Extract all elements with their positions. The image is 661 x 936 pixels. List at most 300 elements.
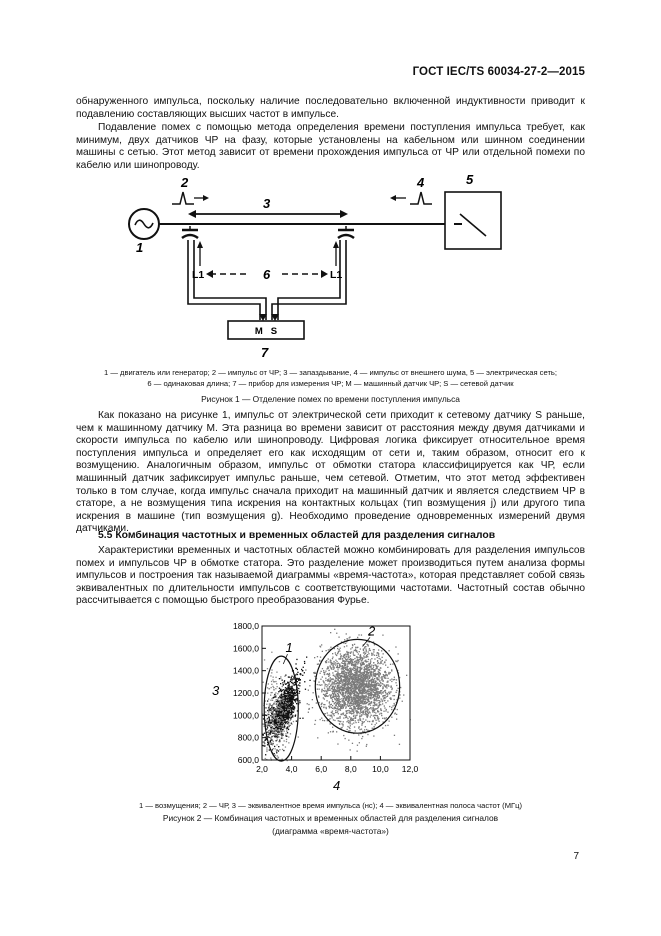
scatter-point (379, 670, 380, 671)
scatter-point (371, 694, 372, 695)
scatter-point (289, 677, 290, 678)
scatter-point (283, 717, 284, 718)
scatter-point (347, 726, 348, 727)
scatter-point (363, 655, 364, 656)
scatter-point (275, 681, 276, 682)
scatter-point (288, 689, 289, 690)
scatter-point (352, 676, 353, 677)
scatter-point (332, 653, 333, 654)
scatter-point (367, 654, 368, 655)
scatter-point (364, 652, 365, 653)
scatter-point (281, 715, 282, 716)
scatter-point (274, 731, 275, 732)
scatter-point (363, 649, 364, 650)
scatter-point (367, 734, 368, 735)
scatter-point (286, 741, 287, 742)
scatter-point (371, 692, 372, 693)
scatter-point (279, 731, 280, 732)
scatter-point (330, 632, 331, 633)
scatter-point (365, 713, 366, 714)
scatter-point (355, 666, 356, 667)
scatter-point (322, 676, 323, 677)
scatter-point (333, 664, 334, 665)
scatter-point (282, 733, 283, 734)
scatter-point (343, 692, 344, 693)
scatter-point (330, 731, 331, 732)
page-number: 7 (573, 851, 579, 862)
scatter-point (309, 685, 310, 686)
scatter-point (329, 686, 330, 687)
scatter-point (348, 674, 349, 675)
scatter-point (359, 696, 360, 697)
scatter-point (352, 720, 353, 721)
scatter-point (359, 689, 360, 690)
scatter-point (362, 706, 363, 707)
scatter-point (302, 718, 303, 719)
scatter-point (360, 668, 361, 669)
scatter-point (384, 677, 385, 678)
scatter-point (373, 662, 374, 663)
scatter-point (293, 715, 294, 716)
scatter-point (293, 693, 294, 694)
scatter-point (280, 728, 281, 729)
y-tick-label: 1200,0 (233, 688, 259, 698)
scatter-point (273, 697, 274, 698)
scatter-point (290, 705, 291, 706)
scatter-point (277, 739, 278, 740)
scatter-point (353, 659, 354, 660)
scatter-point (326, 674, 327, 675)
scatter-point (276, 729, 277, 730)
scatter-point (354, 674, 355, 675)
scatter-point (334, 715, 335, 716)
scatter-point (361, 693, 362, 694)
scatter-point (362, 731, 363, 732)
scatter-point (382, 686, 383, 687)
scatter-point (362, 691, 363, 692)
scatter-point (371, 679, 372, 680)
scatter-point (357, 669, 358, 670)
scatter-point (274, 716, 275, 717)
scatter-point (293, 712, 294, 713)
scatter-point (277, 699, 278, 700)
scatter-point (269, 749, 270, 750)
scatter-point (285, 687, 286, 688)
scatter-point (331, 683, 332, 684)
scatter-point (332, 688, 333, 689)
scatter-point (348, 656, 349, 657)
scatter-point (334, 676, 335, 677)
scatter-point (338, 718, 339, 719)
scatter-point (308, 690, 309, 691)
scatter-point (392, 695, 393, 696)
scatter-point (368, 689, 369, 690)
scatter-point (384, 685, 385, 686)
scatter-point (272, 727, 273, 728)
scatter-point (277, 734, 278, 735)
scatter-point (371, 724, 372, 725)
scatter-point (291, 713, 292, 714)
scatter-point (382, 688, 383, 689)
scatter-point (332, 699, 333, 700)
scatter-point (334, 703, 335, 704)
scatter-point (371, 696, 372, 697)
scatter-point (290, 700, 291, 701)
scatter-point (378, 671, 379, 672)
scatter-point (388, 692, 389, 693)
scatter-point (280, 717, 281, 718)
scatter-point (336, 703, 337, 704)
scatter-point (366, 696, 367, 697)
scatter-point (387, 667, 388, 668)
scatter-point (375, 704, 376, 705)
scatter-point (327, 679, 328, 680)
scatter-point (360, 711, 361, 712)
scatter-point (265, 711, 266, 712)
scatter-point (375, 696, 376, 697)
scatter-point (368, 651, 369, 652)
scatter-point (385, 660, 386, 661)
scatter-point (358, 709, 359, 710)
scatter-point (378, 685, 379, 686)
scatter-point (357, 688, 358, 689)
scatter-point (296, 703, 297, 704)
scatter-point (357, 681, 358, 682)
scatter-point (291, 679, 292, 680)
scatter-point (317, 684, 318, 685)
scatter-point (367, 669, 368, 670)
scatter-point (375, 724, 376, 725)
scatter-point (346, 687, 347, 688)
scatter-point (360, 664, 361, 665)
scatter-point (359, 688, 360, 689)
scatter-point (285, 723, 286, 724)
scatter-point (285, 746, 286, 747)
scatter-point (318, 663, 319, 664)
scatter-point (342, 683, 343, 684)
scatter-point (358, 653, 359, 654)
scatter-point (332, 691, 333, 692)
scatter-point (352, 723, 353, 724)
scatter-point (285, 733, 286, 734)
scatter-point (276, 683, 277, 684)
scatter-point (338, 685, 339, 686)
scatter-point (368, 659, 369, 660)
scatter-point (282, 706, 283, 707)
scatter-point (337, 699, 338, 700)
scatter-point (353, 702, 354, 703)
scatter-point (264, 743, 265, 744)
scatter-point (371, 665, 372, 666)
scatter-point (369, 711, 370, 712)
y-tick-label: 600,0 (237, 755, 259, 765)
scatter-point (380, 708, 381, 709)
scatter-point (339, 716, 340, 717)
scatter-point (343, 667, 344, 668)
scatter-point (379, 658, 380, 659)
scatter-point (279, 678, 280, 679)
scatter-point (288, 687, 289, 688)
scatter-point (355, 647, 356, 648)
scatter-point (354, 726, 355, 727)
scatter-point (323, 707, 324, 708)
scatter-point (385, 665, 386, 666)
scatter-point (371, 674, 372, 675)
scatter-point (348, 684, 349, 685)
scatter-point (271, 716, 272, 717)
scatter-point (364, 669, 365, 670)
scatter-point (362, 683, 363, 684)
scatter-point (274, 681, 275, 682)
scatter-point (336, 700, 337, 701)
scatter-point (346, 679, 347, 680)
scatter-point (378, 649, 379, 650)
scatter-point (356, 662, 357, 663)
scatter-point (288, 736, 289, 737)
scatter-point (304, 663, 305, 664)
scatter-point (340, 653, 341, 654)
scatter-point (374, 703, 375, 704)
scatter-point (374, 644, 375, 645)
scatter-point (304, 672, 305, 673)
scatter-point (345, 664, 346, 665)
scatter-point (363, 664, 364, 665)
scatter-point (395, 682, 396, 683)
scatter-point (397, 709, 398, 710)
scatter-point (379, 713, 380, 714)
scatter-point (350, 685, 351, 686)
scatter-point (334, 707, 335, 708)
scatter-point (280, 695, 281, 696)
scatter-point (360, 691, 361, 692)
scatter-point (368, 693, 369, 694)
scatter-point (330, 723, 331, 724)
scatter-point (353, 696, 354, 697)
scatter-point (319, 646, 320, 647)
scatter-point (328, 676, 329, 677)
scatter-point (278, 757, 279, 758)
scatter-point (276, 751, 277, 752)
scatter-point (275, 755, 276, 756)
scatter-point (372, 685, 373, 686)
scatter-point (328, 683, 329, 684)
scatter-point (344, 680, 345, 681)
scatter-point (371, 709, 372, 710)
scatter-point (360, 655, 361, 656)
scatter-point (370, 707, 371, 708)
scatter-point (284, 726, 285, 727)
scatter-point (268, 732, 269, 733)
scatter-point (269, 717, 270, 718)
scatter-point (335, 652, 336, 653)
scatter-point (347, 638, 348, 639)
scatter-point (332, 672, 333, 673)
scatter-point (271, 713, 272, 714)
scatter-point (373, 700, 374, 701)
scatter-point (349, 659, 350, 660)
scatter-point (290, 688, 291, 689)
scatter-point (329, 681, 330, 682)
scatter-point (363, 678, 364, 679)
scatter-point (403, 694, 404, 695)
scatter-point (376, 696, 377, 697)
scatter-point (382, 660, 383, 661)
scatter-point (363, 718, 364, 719)
scatter-point (392, 705, 393, 706)
scatter-point (365, 691, 366, 692)
scatter-point (314, 672, 315, 673)
scatter-point (358, 660, 359, 661)
scatter-point (289, 699, 290, 700)
scatter-point (358, 719, 359, 720)
scatter-point (366, 744, 367, 745)
scatter-point (384, 705, 385, 706)
scatter-point (347, 693, 348, 694)
scatter-point (371, 653, 372, 654)
scatter-point (358, 693, 359, 694)
scatter-point (334, 696, 335, 697)
scatter-point (389, 650, 390, 651)
scatter-point (342, 660, 343, 661)
scatter-point (332, 693, 333, 694)
scatter-point (380, 682, 381, 683)
scatter-point (348, 689, 349, 690)
scatter-point (333, 719, 334, 720)
scatter-point (342, 725, 343, 726)
scatter-point (349, 712, 350, 713)
scatter-point (344, 702, 345, 703)
scatter-point (363, 692, 364, 693)
scatter-point (286, 728, 287, 729)
y-tick-label: 1400,0 (233, 665, 259, 676)
scatter-point (370, 686, 371, 687)
scatter-point (314, 657, 315, 658)
scatter-point (398, 688, 399, 689)
scatter-point (291, 717, 292, 718)
scatter-point (293, 708, 294, 709)
scatter-point (344, 676, 345, 677)
scatter-point (386, 693, 387, 694)
scatter-point (372, 728, 373, 729)
scatter-point (270, 700, 271, 701)
scatter-point (356, 705, 357, 706)
scatter-point (332, 711, 333, 712)
scatter-point (377, 678, 378, 679)
scatter-point (262, 741, 263, 742)
scatter-point (352, 743, 353, 744)
scatter-point (337, 646, 338, 647)
scatter-point (346, 654, 347, 655)
scatter-point (353, 652, 354, 653)
scatter-point (350, 719, 351, 720)
scatter-point (368, 709, 369, 710)
scatter-point (320, 685, 321, 686)
scatter-point (346, 713, 347, 714)
scatter-point (293, 706, 294, 707)
scatter-point (276, 733, 277, 734)
scatter-point (378, 683, 379, 684)
scatter-point (286, 698, 287, 699)
paragraph-3: Как показано на рисунке 1, импульс от электрической сети приходит к сетевому датчику S раньше, чем к машинному датчику M. Эта разница во времени зависит от расстояния между двумя датчиками и скорости импульса по кабелю или шинопроводу. Цифровая логика фиксирует относительное время поступления импульса и определяет его как исходящим от сети и, таким образом, относит его к возмущению. Аналогичным образом, импульс от обмотки статора классифицируется как ЧР, если машинный датчик зафиксирует импульс раньше, чем сетевой. Отметим, что этот метод эффективен только в том случае, когда импульс сначала приходит на машинный датчик и является следствием ЧР в статоре, а не возмущения типа искрения на контактных кольцах (тип возмущения j) или другого типа искрения в машине (тип возмущения g). Необходимо проведение одновременных измерений двумя датчиками. (76, 410, 585, 535)
scatter-point (314, 724, 315, 725)
scatter-point (354, 658, 355, 659)
scatter-point (282, 712, 283, 713)
scatter-point (284, 707, 285, 708)
label-l1-right: L1 (330, 269, 343, 281)
scatter-point (385, 725, 386, 726)
scatter-point (268, 716, 269, 717)
scatter-point (287, 717, 288, 718)
scatter-point (377, 716, 378, 717)
scatter-point (321, 691, 322, 692)
scatter-point (364, 675, 365, 676)
scatter-point (270, 715, 271, 716)
scatter-point (366, 650, 367, 651)
scatter-point (340, 692, 341, 693)
scatter-point (281, 691, 282, 692)
scatter-point (291, 708, 292, 709)
scatter-point (396, 661, 397, 662)
scatter-point (387, 675, 388, 676)
scatter-point (268, 699, 269, 700)
scatter-point (276, 721, 277, 722)
scatter-point (291, 690, 292, 691)
scatter-point (363, 662, 364, 663)
scatter-point (300, 679, 301, 680)
scatter-point (357, 696, 358, 697)
scatter-point (296, 700, 297, 701)
scatter-point (330, 647, 331, 648)
scatter-point (365, 726, 366, 727)
scatter-point (332, 717, 333, 718)
scatter-point (342, 704, 343, 705)
scatter-point (359, 717, 360, 718)
scatter-point (295, 715, 296, 716)
scatter-point (377, 673, 378, 674)
scatter-point (287, 682, 288, 683)
scatter-point (371, 715, 372, 716)
scatter-point (385, 702, 386, 703)
scatter-point (335, 702, 336, 703)
scatter-point (280, 683, 281, 684)
scatter-point (350, 688, 351, 689)
scatter-point (305, 689, 306, 690)
scatter-point (279, 697, 280, 698)
scatter-point (342, 671, 343, 672)
scatter-point (324, 688, 325, 689)
scatter-point (345, 694, 346, 695)
scatter-point (350, 655, 351, 656)
scatter-point (329, 694, 330, 695)
scatter-point (284, 713, 285, 714)
scatter-point (390, 697, 391, 698)
scatter-point (374, 687, 375, 688)
scatter-point (324, 690, 325, 691)
scatter-point (343, 681, 344, 682)
scatter-point (360, 663, 361, 664)
scatter-point (287, 709, 288, 710)
scatter-point (277, 709, 278, 710)
scatter-point (333, 731, 334, 732)
scatter-point (296, 659, 297, 660)
scatter-point (296, 698, 297, 699)
network-box (445, 192, 501, 249)
scatter-point (385, 690, 386, 691)
scatter-point (373, 651, 374, 652)
scatter-point (330, 696, 331, 697)
scatter-point (361, 729, 362, 730)
scatter-point (277, 719, 278, 720)
